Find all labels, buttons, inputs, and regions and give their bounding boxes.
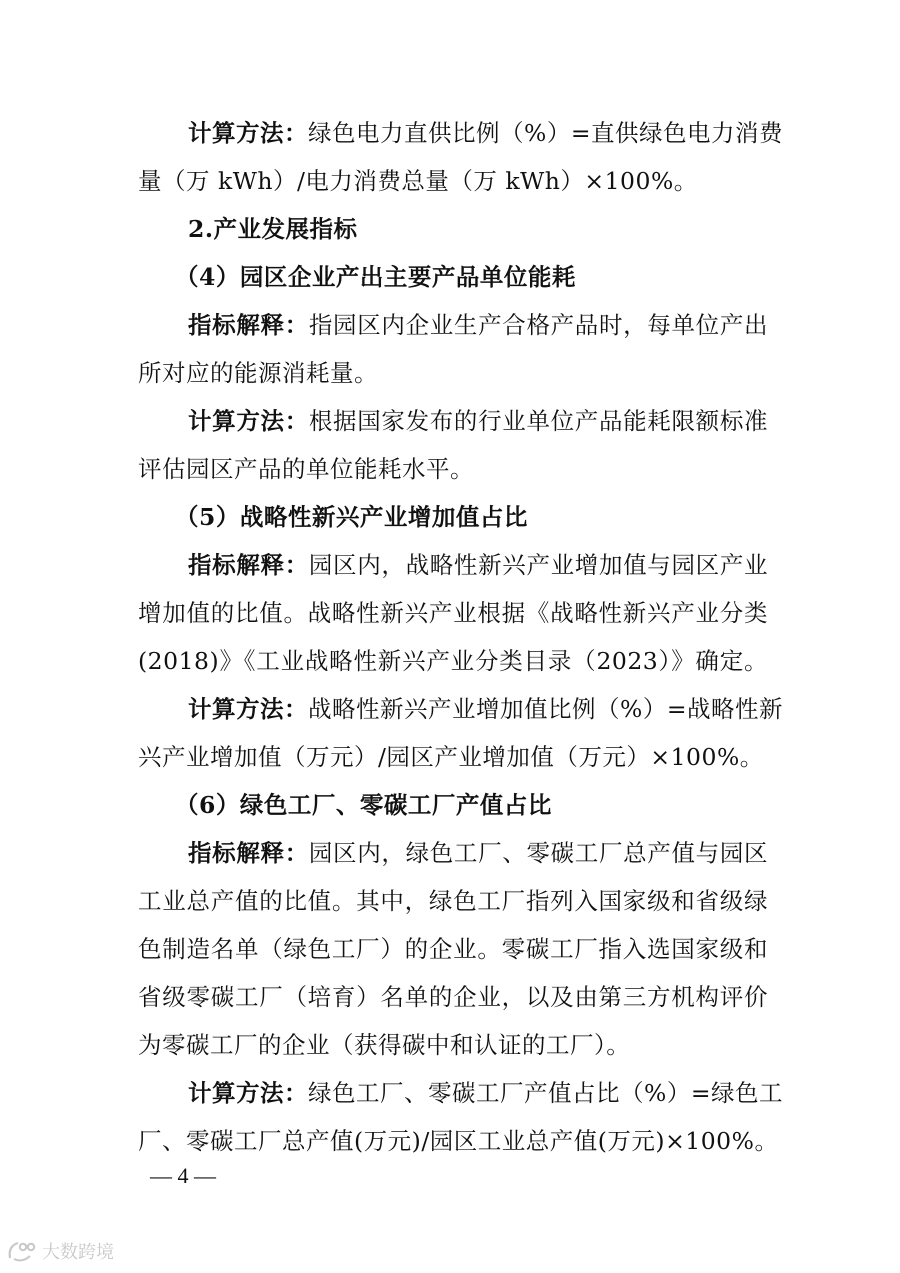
definition-6: 指标解释：园区内，绿色工厂、零碳工厂总产值与园区 [188,839,769,867]
definition-5-cont2: (2018)》《工业战略性新兴产业分类目录（2023）》确定。 [138,647,768,675]
definition-4-cont: 所对应的能源消耗量。 [138,359,378,387]
definition-6-cont2: 色制造名单（绿色工厂）的企业。零碳工厂指入选国家级和 [138,935,768,963]
formula-6: 计算方法：绿色工厂、零碳工厂产值占比（%）=绿色工 [188,1079,784,1107]
definition-4: 指标解释：指园区内企业生产合格产品时，每单位产出 [188,311,769,339]
definition-5: 指标解释：园区内，战略性新兴产业增加值与园区产业 [188,551,769,579]
definition-6-cont4: 为零碳工厂的企业（获得碳中和认证的工厂）。 [138,1031,631,1059]
formula-green-power: 计算方法：绿色电力直供比例（%）=直供绿色电力消费 [188,119,784,147]
formula-5: 计算方法：战略性新兴产业增加值比例（%）=战略性新 [188,695,784,723]
definition-6-cont: 工业总产值的比值。其中，绿色工厂指列入国家级和省级绿 [138,887,768,915]
watermark-logo-icon [6,1238,38,1264]
line-label: 计算方法： [188,407,309,435]
line-label: 指标解释： [188,551,309,579]
subsection-heading-4: （4）园区企业产出主要产品单位能耗 [175,263,576,291]
page-number: — 4 — [150,1163,216,1188]
definition-6-cont3: 省级零碳工厂（培育）名单的企业，以及由第三方机构评价 [138,983,768,1011]
line-label: 计算方法： [188,695,308,723]
formula-6-cont: 厂、零碳工厂总产值(万元)/园区工业总产值(万元)×100%。 [138,1127,779,1155]
line-label: 指标解释： [188,839,309,867]
line-label: 指标解释： [188,311,309,339]
section-heading: 2.产业发展指标 [188,215,358,243]
line-label: 计算方法： [188,1079,308,1107]
watermark [6,1236,114,1266]
formula-5-cont: 兴产业增加值（万元）/园区产业增加值（万元）×100%。 [138,743,764,771]
line-label: 计算方法： [188,119,308,147]
watermark-text: 大数跨境 [42,1242,114,1263]
formula-4: 计算方法：根据国家发布的行业单位产品能耗限额标准 [188,407,769,435]
formula-green-power-cont: 量（万 kWh）/电力消费总量（万 kWh）×100%。 [138,167,698,195]
subsection-heading-5: （5）战略性新兴产业增加值占比 [175,503,528,531]
subsection-heading-6: （6）绿色工厂、零碳工厂产值占比 [175,791,552,819]
definition-5-cont: 增加值的比值。战略性新兴产业根据《战略性新兴产业分类 [138,599,768,627]
formula-4-cont: 评估园区产品的单位能耗水平。 [138,455,474,483]
